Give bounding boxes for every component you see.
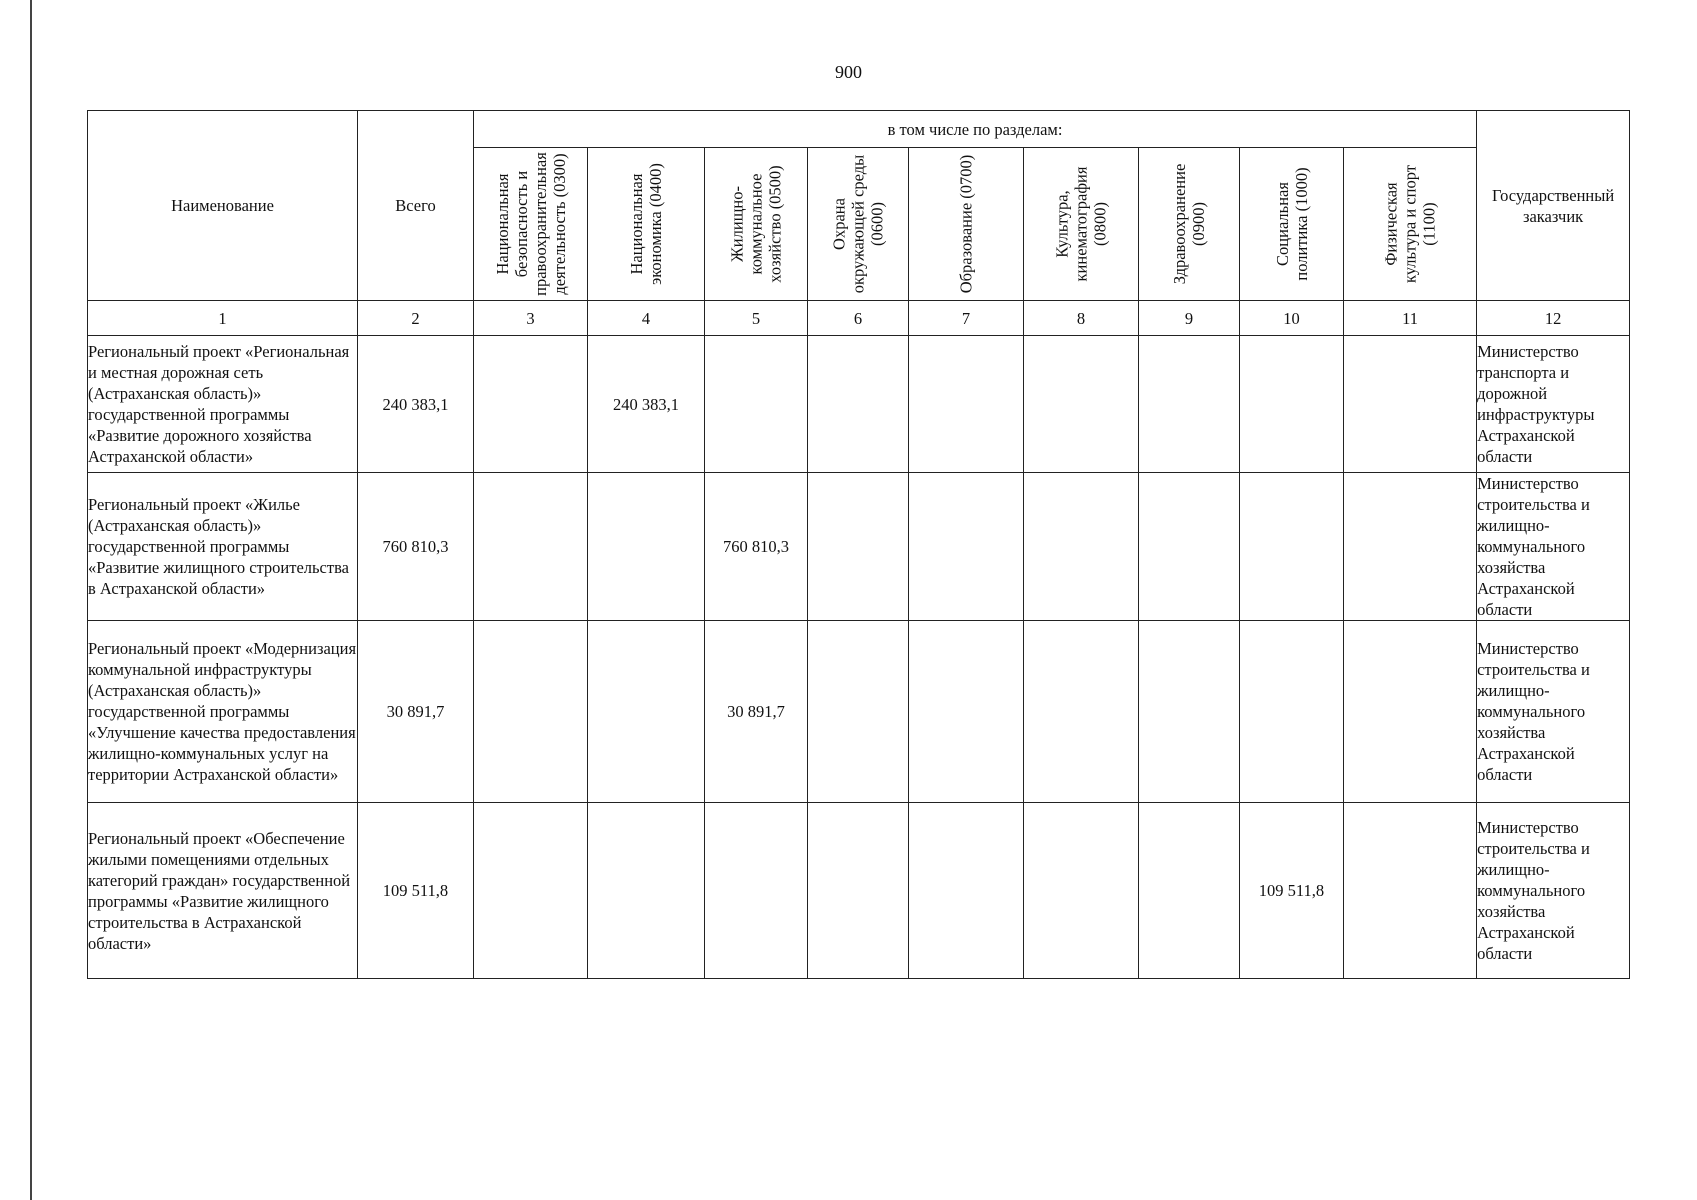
page-number: 900 <box>835 62 862 82</box>
column-number: 9 <box>1139 301 1240 336</box>
table-row <box>88 336 1630 473</box>
row-customer: Министерство строительства и жилищно-коммунального хозяйства Астраханской области <box>1477 621 1630 803</box>
table-row <box>88 621 1630 803</box>
column-number: 1 <box>88 301 358 336</box>
row-value-0600 <box>808 621 909 803</box>
row-name: Региональный проект «Обеспечение жилыми помещениями отдельных категорий граждан» государственной программы «Развитие жилищного строительства в Астраханской области» <box>88 803 358 979</box>
row-total: 30 891,7 <box>358 621 474 803</box>
row-value-1100 <box>1344 803 1477 979</box>
row-value-0400 <box>588 473 705 621</box>
row-customer: Министерство транспорта и дорожной инфраструктуры Астраханской области <box>1477 336 1630 473</box>
column-number: 8 <box>1024 301 1139 336</box>
header-total: Всего <box>358 111 474 301</box>
header-section-1100: Физическая культура и спорт (1100) <box>1344 148 1477 301</box>
row-value-1100 <box>1344 473 1477 621</box>
row-value-0800 <box>1024 621 1139 803</box>
row-value-0800 <box>1024 336 1139 473</box>
header-section-0600: Охрана окружающей среды (0600) <box>808 148 909 301</box>
row-total: 240 383,1 <box>358 336 474 473</box>
row-value-0400: 240 383,1 <box>588 336 705 473</box>
header-section-0800: Культура, кинематография (0800) <box>1024 148 1139 301</box>
column-number: 7 <box>909 301 1024 336</box>
row-customer: Министерство строительства и жилищно-коммунального хозяйства Астраханской области <box>1477 473 1630 621</box>
column-number: 11 <box>1344 301 1477 336</box>
row-value-0900 <box>1139 621 1240 803</box>
row-value-0400 <box>588 621 705 803</box>
row-value-0300 <box>474 336 588 473</box>
column-number: 4 <box>588 301 705 336</box>
row-value-0700 <box>909 803 1024 979</box>
column-number: 12 <box>1477 301 1630 336</box>
header-section-0500: Жилищно-коммунальное хозяйство (0500) <box>705 148 808 301</box>
row-value-0400 <box>588 803 705 979</box>
row-value-0500: 760 810,3 <box>705 473 808 621</box>
column-number: 5 <box>705 301 808 336</box>
table-row <box>88 473 1630 621</box>
row-name: Региональный проект «Модернизация коммунальной инфраструктуры (Астраханская область)» государственной программы «Улучшение качества предоставления жилищно-коммунальных услуг на территории Астраханской области» <box>88 621 358 803</box>
row-customer: Министерство строительства и жилищно-коммунального хозяйства Астраханской области <box>1477 803 1630 979</box>
row-name: Региональный проект «Жилье (Астраханская область)» государственной программы «Развитие жилищного строительства в Астраханской области» <box>88 473 358 621</box>
column-number: 6 <box>808 301 909 336</box>
header-section-1000: Социальная политика (1000) <box>1240 148 1344 301</box>
row-value-0500 <box>705 336 808 473</box>
row-name: Региональный проект «Региональная и местная дорожная сеть (Астраханская область)» государственной программы «Развитие дорожного хозяйства Астраханской области» <box>88 336 358 473</box>
binding-line <box>30 0 32 1200</box>
row-total: 109 511,8 <box>358 803 474 979</box>
row-value-0700 <box>909 621 1024 803</box>
row-value-1100 <box>1344 621 1477 803</box>
row-value-0900 <box>1139 803 1240 979</box>
row-value-1000 <box>1240 336 1344 473</box>
budget-table <box>87 110 1630 979</box>
row-value-1000: 109 511,8 <box>1240 803 1344 979</box>
column-number: 10 <box>1240 301 1344 336</box>
column-number-row <box>88 301 1630 336</box>
row-value-0600 <box>808 803 909 979</box>
row-value-0500: 30 891,7 <box>705 621 808 803</box>
column-number: 2 <box>358 301 474 336</box>
header-section-0400: Национальная экономика (0400) <box>588 148 705 301</box>
row-total: 760 810,3 <box>358 473 474 621</box>
header-section-0300: Национальная безопасность и правоохранительная деятельность (0300) <box>474 148 588 301</box>
table-row <box>88 803 1630 979</box>
header-sections-group: в том числе по разделам: <box>474 111 1477 148</box>
row-value-0600 <box>808 336 909 473</box>
header-name: Наименование <box>88 111 358 301</box>
row-value-0900 <box>1139 336 1240 473</box>
row-value-0700 <box>909 336 1024 473</box>
column-number: 3 <box>474 301 588 336</box>
row-value-0300 <box>474 803 588 979</box>
header-section-0900: Здравоохранение (0900) <box>1139 148 1240 301</box>
row-value-0500 <box>705 803 808 979</box>
row-value-0800 <box>1024 803 1139 979</box>
row-value-1000 <box>1240 621 1344 803</box>
row-value-1000 <box>1240 473 1344 621</box>
row-value-0900 <box>1139 473 1240 621</box>
header-section-0700: Образование (0700) <box>909 148 1024 301</box>
row-value-0700 <box>909 473 1024 621</box>
row-value-0300 <box>474 621 588 803</box>
row-value-0600 <box>808 473 909 621</box>
row-value-1100 <box>1344 336 1477 473</box>
header-customer: Государственный заказчик <box>1477 111 1630 301</box>
row-value-0800 <box>1024 473 1139 621</box>
row-value-0300 <box>474 473 588 621</box>
